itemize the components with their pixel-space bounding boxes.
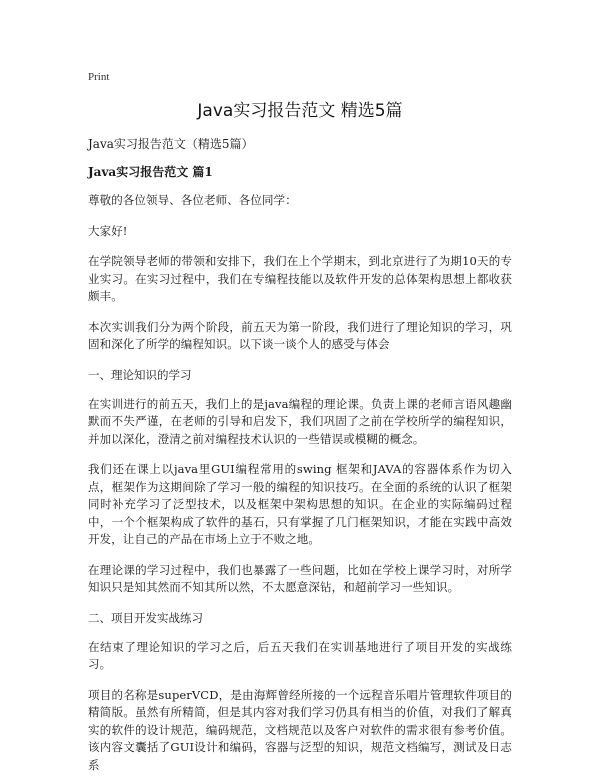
heading-project: 二、项目开发实战练习 <box>88 610 203 625</box>
paragraph-theory-3: 在理论课的学习过程中，我们也暴露了一些问题，比如在学校上课学习时，对所学知识只是知其然而不知其所以然，不太愿意深钻，和超前学习一些知识。 <box>88 562 512 594</box>
paragraph-theory-2: 我们还在课上以java里GUI编程常用的swing 框架和JAVA的容器体系作为切入点，框架作为这期间除了学习一般的编程的知识技巧。在全面的系统的认识了框架同时补充学习了泛型技术，以及框架中架构思想的知识。在企业的实际编码过程中，一个个框架构成了软件的基石，只有掌握了几门框架知识，才能在实践中高效开发，让自己的产品在市场上立于不败之地。 <box>88 462 512 546</box>
paragraph-project-1: 在结束了理论知识的学习之后，后五天我们在实训基地进行了项目开发的实战练习。 <box>88 639 512 671</box>
paragraph-stages: 本次实训我们分为两个阶段，前五天为第一阶段，我们进行了理论知识的学习，巩固和深化了所学的编程知识。以下谈一谈个人的感受与体会 <box>88 319 512 351</box>
print-label[interactable]: Print <box>88 71 110 83</box>
section-heading: Java实习报告范文 篇1 <box>88 165 213 179</box>
paragraph-project-2: 项目的名称是superVCD，是由海辉曾经所接的一个远程音乐唱片管理软件项目的精简版。虽然有所精简，但是其内容对我们学习仍具有相当的价值，对我们了解真实的软件的设计规范，编码规范，文档规范以及客户对软件的需求很有参考价值。该内容文囊括了GUI设计和编码，容器与泛型的知识，规范文档编写，测试及日志系 <box>88 687 512 772</box>
heading-theory: 一、理论知识的学习 <box>88 367 192 382</box>
paragraph-theory-1: 在实训进行的前五天，我们上的是java编程的理论课。负责上课的老师言语风趣幽默而不失严谨，在老师的引导和启发下，我们巩固了之前在学校所学的编程知识，并加以深化，澄清之前对编程技术认识的一些错误或模糊的概念。 <box>88 396 512 446</box>
document-title: Java实习报告范文 精选5篇 <box>197 101 403 121</box>
paragraph-intro: 在学院领导老师的带领和安排下，我们在上个学期末，到北京进行了为期10天的专业实习。在实习过程中，我们在专编程技能以及软件开发的总体架构思想上都收获颇丰。 <box>88 254 512 303</box>
paragraph-salutation: 尊敬的各位领导、各位老师、各位同学： <box>88 193 297 207</box>
document-subtitle: Java实习报告范文（精选5篇） <box>88 137 254 151</box>
paragraph-greeting: 大家好! <box>88 223 128 238</box>
